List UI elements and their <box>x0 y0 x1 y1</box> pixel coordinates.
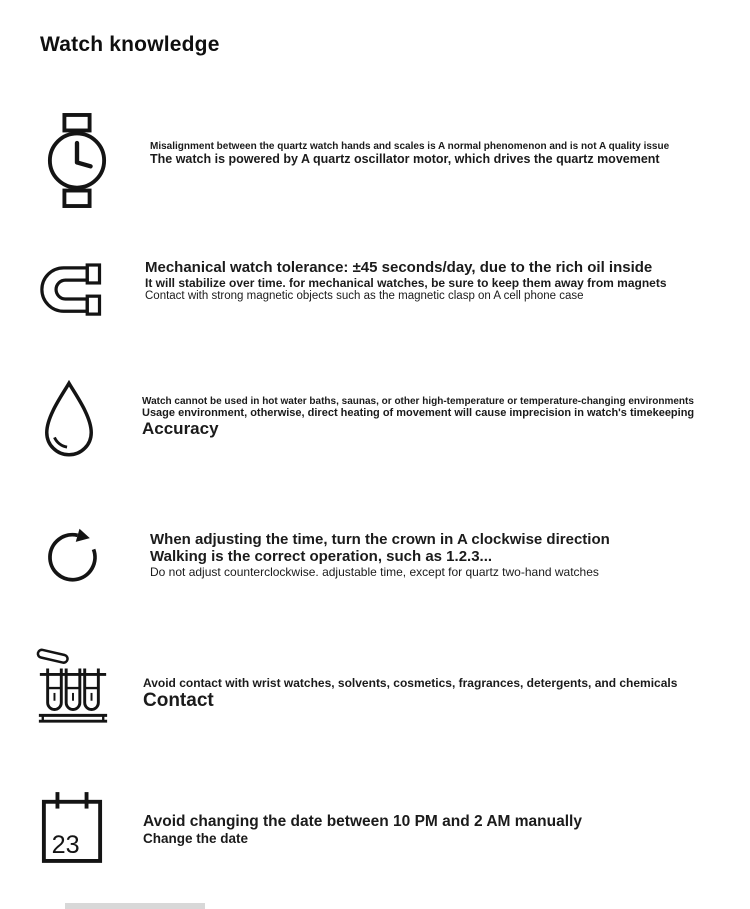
date-heading: Change the date <box>143 831 249 846</box>
magnet-main-line: Mechanical watch tolerance: ±45 seconds/day, due to the rich oil inside <box>145 259 653 276</box>
magnet-note-line: It will stabilize over time. for mechanical watches, be sure to keep them away from magnets <box>145 276 667 290</box>
temperature-caption-line: Usage environment, otherwise, direct heating of movement will cause imprecision in watch's timekeeping <box>142 407 695 419</box>
section-magnet-text <box>145 259 667 302</box>
section-quartz-text <box>150 141 669 166</box>
section-chemicals-text <box>143 676 677 712</box>
water-drop-icon <box>40 380 98 460</box>
calendar-day-number: 23 <box>51 831 80 860</box>
section-crown-text <box>150 531 610 579</box>
page-title: Watch knowledge <box>40 33 220 56</box>
wristwatch-icon <box>46 112 108 209</box>
magnet-icon <box>40 263 108 318</box>
quartz-note-line: Misalignment between the quartz watch hands and scales is A normal phenomenon and is not A quality issue <box>150 141 670 152</box>
test-tubes-icon <box>34 644 112 736</box>
magnet-caption-line: Contact with strong magnetic objects such as the magnetic clasp on A cell phone case <box>145 290 584 302</box>
calendar-icon <box>40 789 104 865</box>
crown-main-line: When adjusting the time, turn the crown in A clockwise direction <box>150 531 610 548</box>
chemicals-heading: Contact <box>143 690 214 711</box>
temperature-note-line: Watch cannot be used in hot water baths, saunas, or other high-temperature or temperature-changing environments <box>142 396 694 407</box>
crown-caption-line: Do not adjust counterclockwise. adjustable time, except for quartz two-hand watches <box>150 565 599 579</box>
crown-second-line: Walking is the correct operation, such as 1.2.3... <box>150 548 493 565</box>
cropped-content-strip <box>65 903 205 909</box>
section-date-text <box>143 813 582 846</box>
temperature-heading: Accuracy <box>142 419 219 438</box>
quartz-main-line: The watch is powered by A quartz oscillator motor, which drives the quartz movement <box>150 152 660 166</box>
date-main-line: Avoid changing the date between 10 PM and 2 AM manually <box>143 813 582 830</box>
chemicals-main-line: Avoid contact with wrist watches, solvents, cosmetics, fragrances, detergents, and chemicals <box>143 676 678 690</box>
section-temperature-text <box>142 396 694 439</box>
clockwise-arrow-icon <box>42 523 102 587</box>
